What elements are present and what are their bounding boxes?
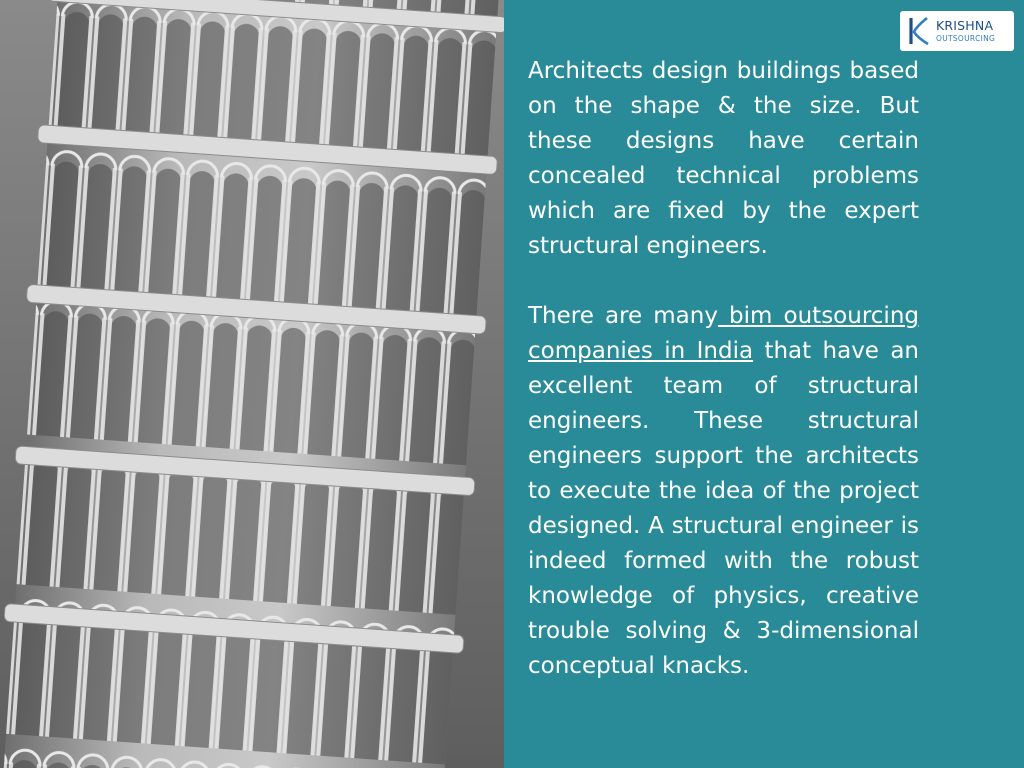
paragraph-2	[528, 299, 919, 684]
logo-k-icon	[906, 15, 932, 47]
tower-image	[0, 0, 504, 768]
leaning-tower-photo	[0, 0, 504, 768]
logo-name: KRISHNA	[936, 18, 994, 33]
body-text	[528, 54, 919, 684]
paragraph-1: Architects design buildings based on the shape & the size. But these designs have certain concealed technical problems which are fixed by the expert structural engineers.	[528, 58, 919, 259]
logo-subtitle: OUTSOURCING	[936, 33, 996, 43]
bim-outsourcing-link[interactable]: bim outsourcing companies in India	[528, 303, 919, 364]
paragraph-2-start: There are many	[528, 303, 718, 329]
paragraph-2-rest: that have an excellent team of structural engineers. These structural engineers support the architects to execute the idea of the project designed. A structural engineer is indeed formed with the robust knowledge of physics, creative trouble solving & 3-dimensional conceptual knacks.	[528, 338, 920, 679]
krishna-outsourcing-logo	[900, 11, 1014, 51]
